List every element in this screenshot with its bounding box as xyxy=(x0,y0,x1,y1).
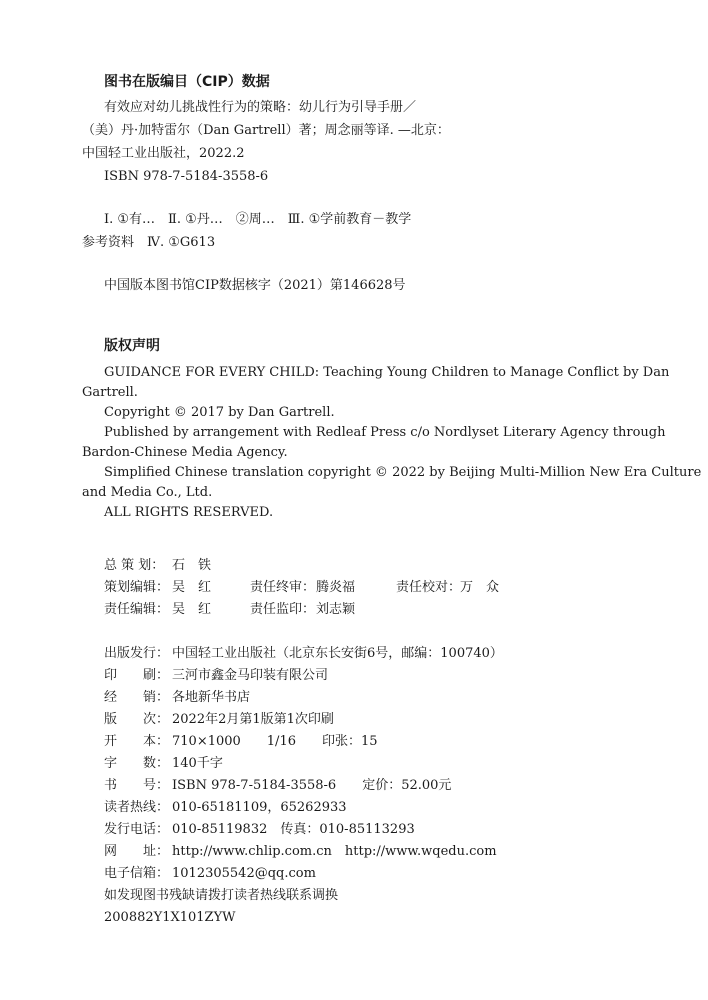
copyright-line: Published by arrangement with Redleaf Press c/o Nordlyset Literary Agency through xyxy=(104,425,666,440)
chief-planner-label: 总 策 划： xyxy=(104,558,165,573)
pub-row xyxy=(104,843,604,861)
hotline-label: 读者热线： xyxy=(104,800,170,815)
copyright-line: GUIDANCE FOR EVERY CHILD: Teaching Young Children to Manage Conflict by Dan xyxy=(104,365,670,380)
isbn-value: ISBN 978-7-5184-3558-6 定价：52.00元 xyxy=(172,778,452,793)
cip-line: ISBN 978-7-5184-3558-6 xyxy=(104,169,269,184)
responsible-editor-label: 责任编辑： xyxy=(104,602,170,617)
pub-row xyxy=(104,865,604,883)
cip-heading: 图书在版编目（CIP）数据 xyxy=(104,74,270,90)
final-review-value: 腾炎福 xyxy=(316,580,356,595)
distributor-value: 各地新华书店 xyxy=(172,690,251,705)
cip-class-line: Ⅰ. ①有… Ⅱ. ①丹… ②周… Ⅲ. ①学前教育－教学 xyxy=(104,212,412,227)
copyright-line: and Media Co., Ltd. xyxy=(82,485,213,500)
copyright-heading: 版权声明 xyxy=(104,338,160,354)
format-label: 开 本： xyxy=(104,734,170,749)
proofreader-value: 万 众 xyxy=(460,580,500,595)
copyright-line: ALL RIGHTS RESERVED. xyxy=(104,505,274,520)
printer-value: 三河市鑫金马印装有限公司 xyxy=(172,668,329,683)
copyright-line: Gartrell. xyxy=(82,385,138,400)
email-label: 电子信箱： xyxy=(104,866,170,881)
print-code: 200882Y1X101ZYW xyxy=(104,910,236,925)
staff-row xyxy=(104,557,604,575)
distributor-label: 经 销： xyxy=(104,690,170,705)
chief-planner-value: 石 铁 xyxy=(172,558,212,573)
staff-row xyxy=(104,579,604,597)
format-value: 710×1000 1/16 印张：15 xyxy=(172,734,378,749)
cip-class-line: 参考资料 Ⅳ. ①G613 xyxy=(82,235,216,250)
responsible-editor-value: 吴 红 xyxy=(172,602,212,617)
website-value: http://www.chlip.com.cn http://www.wqedu.com xyxy=(172,844,497,859)
proofreader-label: 责任校对： xyxy=(396,580,462,595)
final-review-label: 责任终审： xyxy=(250,580,316,595)
pub-row xyxy=(104,711,604,729)
edition-value: 2022年2月第1版第1次印刷 xyxy=(172,712,334,727)
pub-row xyxy=(104,733,604,751)
pub-row xyxy=(104,799,604,817)
printer-label: 印 刷： xyxy=(104,668,170,683)
staff-row xyxy=(104,601,604,619)
cip-line: 有效应对幼儿挑战性行为的策略：幼儿行为引导手册／ xyxy=(104,100,417,115)
cip-verify-number: 中国版本图书馆CIP数据核字（2021）第146628号 xyxy=(104,278,406,293)
phone-value: 010-85119832 传真：010-85113293 xyxy=(172,822,415,837)
edition-label: 版 次： xyxy=(104,712,170,727)
planning-editor-value: 吴 红 xyxy=(172,580,212,595)
pub-row xyxy=(104,689,604,707)
words-label: 字 数： xyxy=(104,756,170,771)
website-label: 网 址： xyxy=(104,844,170,859)
copyright-line: Simplified Chinese translation copyright © 2022 by Beijing Multi-Million New Era Culture xyxy=(104,465,702,480)
hotline-value: 010-65181109，65262933 xyxy=(172,800,347,815)
pub-row xyxy=(104,821,604,839)
supervisor-label: 责任监印： xyxy=(250,602,316,617)
cip-line: （美）丹·加特雷尔（Dan Gartrell）著；周念丽等译. —北京： xyxy=(82,123,450,138)
pub-row xyxy=(104,645,604,663)
pub-row xyxy=(104,667,604,685)
publisher-value: 中国轻工业出版社（北京东长安街6号，邮编：100740） xyxy=(172,646,503,661)
phone-label: 发行电话： xyxy=(104,822,170,837)
copyright-line: Copyright © 2017 by Dan Gartrell. xyxy=(104,405,335,420)
pub-row xyxy=(104,777,604,795)
isbn-label: 书 号： xyxy=(104,778,170,793)
words-value: 140千字 xyxy=(172,756,223,771)
copyright-line: Bardon-Chinese Media Agency. xyxy=(82,445,288,460)
replacement-notice: 如发现图书残缺请拨打读者热线联系调换 xyxy=(104,888,339,903)
supervisor-value: 刘志颖 xyxy=(316,602,356,617)
pub-row xyxy=(104,755,604,773)
planning-editor-label: 策划编辑： xyxy=(104,580,170,595)
publisher-label: 出版发行： xyxy=(104,646,170,661)
cip-line: 中国轻工业出版社，2022.2 xyxy=(82,146,245,161)
email-value: 1012305542@qq.com xyxy=(172,866,316,881)
